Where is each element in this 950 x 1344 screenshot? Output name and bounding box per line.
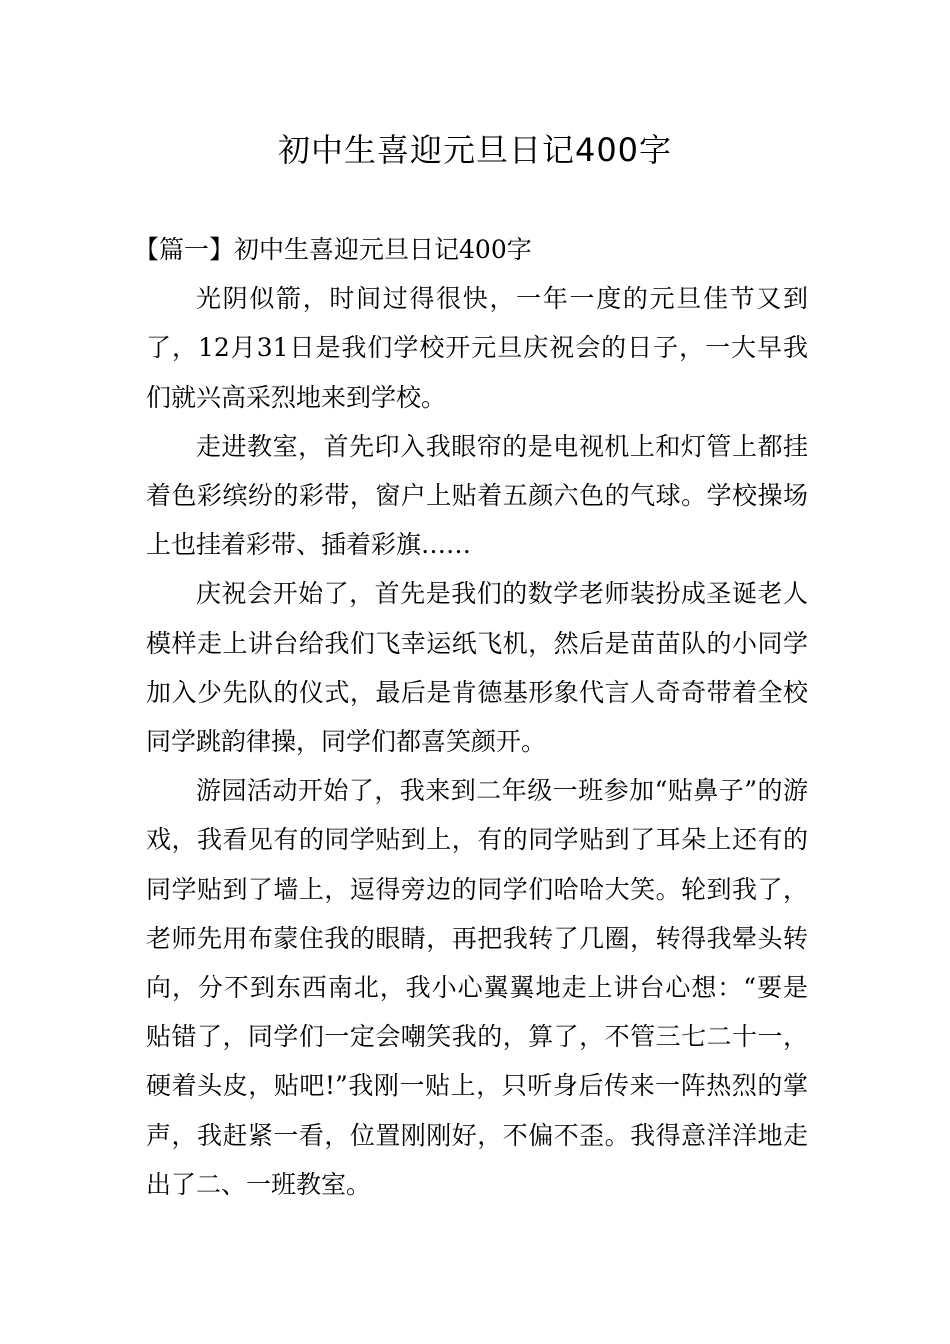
document-body	[134, 225, 808, 1209]
paragraph-2: 走进教室，首先印入我眼帘的是电视机上和灯管上都挂着色彩缤纷的彩带，窗户上贴着五颜六色的气球。学校操场上也挂着彩带、插着彩旗……	[146, 431, 808, 560]
paragraph-1: 光阴似箭，时间过得很快，一年一度的元旦佳节又到了，12月31日是我们学校开元旦庆祝会的日子，一大早我们就兴高采烈地来到学校。	[146, 284, 808, 412]
section-heading: 【篇一】初中生喜迎元旦日记400字	[134, 235, 532, 264]
paragraph-3: 庆祝会开始了，首先是我们的数学老师装扮成圣诞老人模样走上讲台给我们飞幸运纸飞机，然后是苗苗队的小同学加入少先队的仪式，最后是肯德基形象代言人奇奇带着全校同学跳韵律操，同学们都喜笑颜开。	[146, 579, 808, 757]
paragraph-4: 游园活动开始了，我来到二年级一班参加“贴鼻子”的游戏，我看见有的同学贴到上，有的同学贴到了耳朵上还有的同学贴到了墙上，逗得旁边的同学们哈哈大笑。轮到我了，老师先用布蒙住我的眼睛，再把我转了几圈，转得我晕头转向，分不到东西南北，我小心翼翼地走上讲台心想：“要是贴错了，同学们一定会嘲笑我的，算了，不管三七二十一，硬着头皮，贴吧!”我刚一贴上，只听身后传来一阵热烈的掌声，我赶紧一看，位置刚刚好，不偏不歪。我得意洋洋地走出了二、一班教室。	[146, 776, 808, 1199]
document-title: 初中生喜迎元旦日记400字	[277, 131, 673, 169]
